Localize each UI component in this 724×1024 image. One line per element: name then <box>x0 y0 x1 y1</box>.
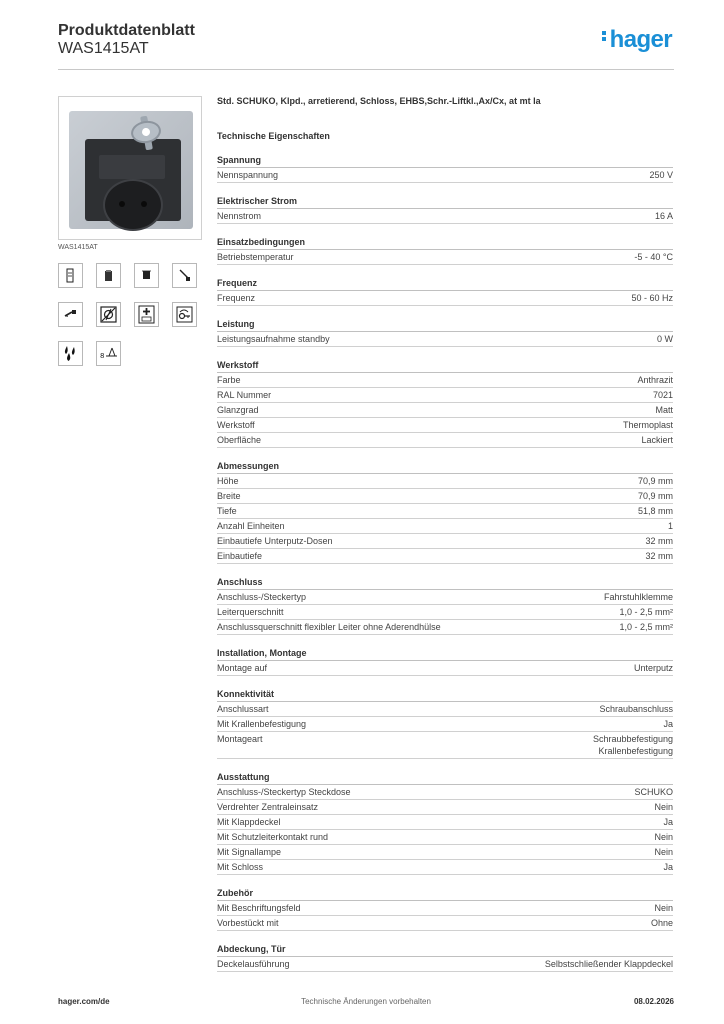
spec-groups <box>217 154 673 972</box>
spec-value: -5 - 40 °C <box>634 252 673 262</box>
spec-row <box>217 373 673 388</box>
spec-label: Leiterquerschnitt <box>217 607 284 617</box>
spec-row <box>217 785 673 800</box>
page-footer <box>58 997 674 1011</box>
spec-value: 1,0 - 2,5 mm² <box>619 622 673 632</box>
spec-group <box>217 887 673 931</box>
spec-label: Anschluss-/Steckertyp Steckdose <box>217 787 351 797</box>
product-description: Std. SCHUKO, Klpd., arretierend, Schloss, EHBS,Schr.-Liftkl.,Ax/Cx, at mt la <box>217 96 541 106</box>
spec-value: Nein <box>654 802 673 812</box>
spec-group-title: Elektrischer Strom <box>217 195 673 209</box>
spec-group <box>217 688 673 759</box>
spec-group-title: Frequenz <box>217 277 673 291</box>
screw-terminal-icon <box>96 341 121 366</box>
spec-label: Deckelausführung <box>217 959 290 969</box>
spec-row <box>217 860 673 875</box>
spec-label: Frequenz <box>217 293 256 303</box>
spec-row <box>217 519 673 534</box>
hinged-cover <box>99 155 165 179</box>
image-caption: WAS1415AT <box>58 244 98 251</box>
spec-value: 50 - 60 Hz <box>631 293 673 303</box>
spec-group-title: Spannung <box>217 154 673 168</box>
spec-label: Werkstoff <box>217 420 255 430</box>
spec-label: Glanzgrad <box>217 405 259 415</box>
spec-row <box>217 620 673 635</box>
spec-label: Mit Klappdeckel <box>217 817 281 827</box>
spec-row <box>217 800 673 815</box>
spec-row <box>217 403 673 418</box>
product-image <box>58 96 202 240</box>
spec-group <box>217 576 673 635</box>
spec-value: Schraubanschluss <box>599 704 673 714</box>
spec-label: Höhe <box>217 476 239 486</box>
footer-website-link[interactable]: hager.com/de <box>58 997 110 1006</box>
spec-row <box>217 957 673 972</box>
spec-group-title: Abdeckung, Tür <box>217 943 673 957</box>
spec-label: RAL Nummer <box>217 390 272 400</box>
spec-row <box>217 605 673 620</box>
spec-row <box>217 549 673 564</box>
spec-value: 32 mm <box>645 536 673 546</box>
spec-row <box>217 845 673 860</box>
spec-group-title: Ausstattung <box>217 771 673 785</box>
spec-value: Lackiert <box>641 435 673 445</box>
spec-value: Unterputz <box>633 663 673 673</box>
article-number: WAS1415AT <box>58 40 149 57</box>
spec-row <box>217 732 673 759</box>
spec-label: Betriebstemperatur <box>217 252 294 262</box>
spec-group <box>217 318 673 347</box>
socket-pin <box>141 201 147 207</box>
schuko-socket <box>103 179 163 231</box>
pictogram-grid <box>58 263 202 366</box>
spec-group <box>217 359 673 448</box>
spec-label: Anschlussquerschnitt flexibler Leiter ohne Aderendhülse <box>217 622 441 632</box>
socket-pin <box>119 201 125 207</box>
svg-text:8: 8 <box>100 352 105 360</box>
spec-label: Farbe <box>217 375 241 385</box>
spec-group <box>217 943 673 972</box>
logo-dots-icon <box>602 29 607 43</box>
spec-value: 1,0 - 2,5 mm² <box>619 607 673 617</box>
spec-row <box>217 702 673 717</box>
socket-insert <box>85 139 181 221</box>
spec-value: 32 mm <box>645 551 673 561</box>
spec-group <box>217 647 673 676</box>
spec-row <box>217 291 673 306</box>
spec-group-title: Anschluss <box>217 576 673 590</box>
cable-entry-icon <box>172 263 197 288</box>
spec-value: Matt <box>655 405 673 415</box>
mounting-box-icon <box>96 263 121 288</box>
spec-value: 7021 <box>652 390 673 400</box>
spec-row <box>217 815 673 830</box>
spec-label: Verdrehter Zentraleinsatz <box>217 802 319 812</box>
spec-label: Montage auf <box>217 663 268 673</box>
splash-water-icon <box>58 341 83 366</box>
spec-value: 51,8 mm <box>637 506 673 516</box>
spec-group <box>217 154 673 183</box>
spec-label: Nennstrom <box>217 211 262 221</box>
spec-row <box>217 830 673 845</box>
spec-group-title: Konnektivität <box>217 688 673 702</box>
spec-row <box>217 504 673 519</box>
spec-label: Montageart <box>217 734 263 744</box>
spec-group-title: Installation, Montage <box>217 647 673 661</box>
spec-value: Nein <box>654 903 673 913</box>
spec-value: 250 V <box>649 170 673 180</box>
spec-value: 0 W <box>656 334 673 344</box>
spec-group-title: Werkstoff <box>217 359 673 373</box>
mounting-depth-icon <box>58 263 83 288</box>
spec-value: 70,9 mm <box>637 476 673 486</box>
spec-row <box>217 590 673 605</box>
spec-value: Ja <box>663 862 673 872</box>
spec-value: Selbstschließender Klappdeckel <box>544 959 673 969</box>
spec-value: Ja <box>663 719 673 729</box>
spec-label: Anschlussart <box>217 704 269 714</box>
plug-direction-icon <box>58 302 83 327</box>
spec-value: Nein <box>654 847 673 857</box>
spec-label: Anschluss-/Steckertyp <box>217 592 307 602</box>
spec-row <box>217 717 673 732</box>
footer-date: 08.02.2026 <box>633 997 674 1006</box>
spec-group-title: Zubehör <box>217 887 673 901</box>
spec-row <box>217 534 673 549</box>
spec-row <box>217 433 673 448</box>
logo-text: hager <box>609 26 672 53</box>
spec-value: Fahrstuhlklemme <box>603 592 673 602</box>
spec-group <box>217 771 673 875</box>
spec-label: Mit Krallenbefestigung <box>217 719 307 729</box>
spec-value: 16 A <box>654 211 673 221</box>
section-title-technical-properties: Technische Eigenschaften <box>217 131 330 141</box>
spec-row <box>217 250 673 265</box>
spec-row <box>217 916 673 931</box>
spec-group <box>217 460 673 564</box>
spec-value: Ja <box>663 817 673 827</box>
specification-column <box>217 95 673 972</box>
spec-row <box>217 168 673 183</box>
spec-row <box>217 901 673 916</box>
spec-value: Ohne <box>650 918 673 928</box>
spec-label: Leistungsaufnahme standby <box>217 334 330 344</box>
socket-frame <box>69 111 193 229</box>
spec-label: Einbautiefe <box>217 551 263 561</box>
spec-label: Mit Signallampe <box>217 847 282 857</box>
spec-label: Mit Schutzleiterkontakt rund <box>217 832 329 842</box>
spec-label: Oberfläche <box>217 435 262 445</box>
spec-group <box>217 195 673 224</box>
no-tool-icon <box>96 302 121 327</box>
spec-row <box>217 388 673 403</box>
spec-row <box>217 489 673 504</box>
spec-label: Nennspannung <box>217 170 279 180</box>
spec-value: Nein <box>654 832 673 842</box>
spec-label: Tiefe <box>217 506 237 516</box>
spec-group-title: Einsatzbedingungen <box>217 236 673 250</box>
spec-row <box>217 209 673 224</box>
spec-label: Breite <box>217 491 241 501</box>
spec-value: Schraubbefestigung Krallenbefestigung <box>592 734 673 756</box>
spec-label: Vorbestückt mit <box>217 918 279 928</box>
spec-value: 70,9 mm <box>637 491 673 501</box>
spec-row <box>217 418 673 433</box>
hager-logo[interactable] <box>602 26 672 54</box>
spec-group <box>217 277 673 306</box>
spec-group-title: Abmessungen <box>217 460 673 474</box>
footer-notice: Technische Änderungen vorbehalten <box>301 997 431 1006</box>
spec-group <box>217 236 673 265</box>
spec-label: Mit Schloss <box>217 862 264 872</box>
spec-row <box>217 661 673 676</box>
key-socket-icon <box>172 302 197 327</box>
spec-group-title: Leistung <box>217 318 673 332</box>
flush-box-icon <box>134 263 159 288</box>
spec-value: Anthrazit <box>637 375 673 385</box>
spec-value: SCHUKO <box>634 787 673 797</box>
spec-row <box>217 474 673 489</box>
spec-label: Einbautiefe Unterputz-Dosen <box>217 536 333 546</box>
product-column <box>58 96 202 366</box>
document-title: Produktdatenblatt <box>58 22 195 39</box>
spec-row <box>217 332 673 347</box>
spec-value: Thermoplast <box>622 420 673 430</box>
spec-label: Anzahl Einheiten <box>217 521 285 531</box>
spec-value: 1 <box>667 521 673 531</box>
control-panel-icon <box>134 302 159 327</box>
spec-label: Mit Beschriftungsfeld <box>217 903 301 913</box>
page-header <box>58 20 674 70</box>
